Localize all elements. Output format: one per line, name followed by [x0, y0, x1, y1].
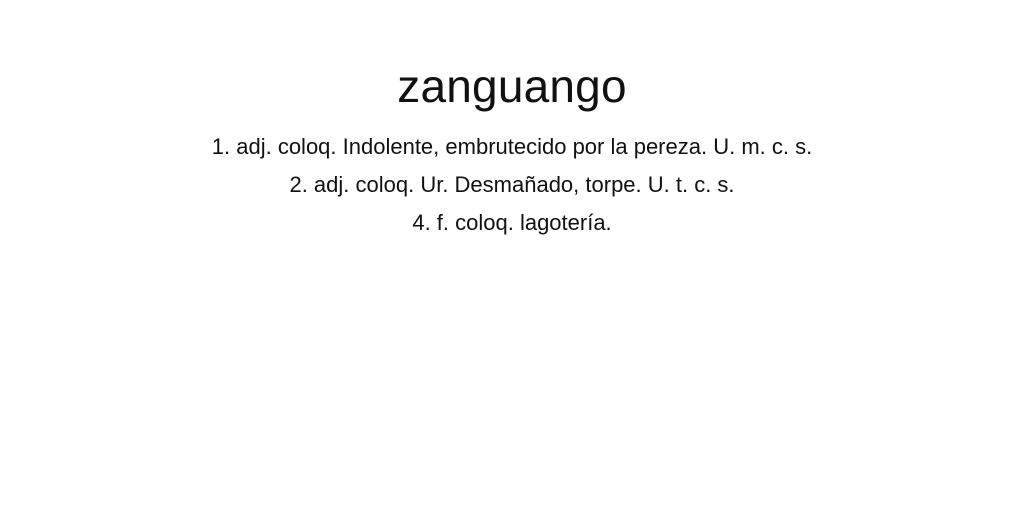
- definition-1: 1. adj. coloq. Indolente, embrutecido por la pereza. U. m. c. s.: [211, 134, 813, 159]
- definition-4: 4. f. coloq. lagotería.: [412, 210, 612, 235]
- headword: zanguango: [397, 60, 627, 112]
- definition-2: 2. adj. coloq. Ur. Desmañado, torpe. U. t. c. s.: [289, 172, 735, 197]
- definition-list: [0, 128, 1024, 242]
- dictionary-entry: [0, 0, 1024, 242]
